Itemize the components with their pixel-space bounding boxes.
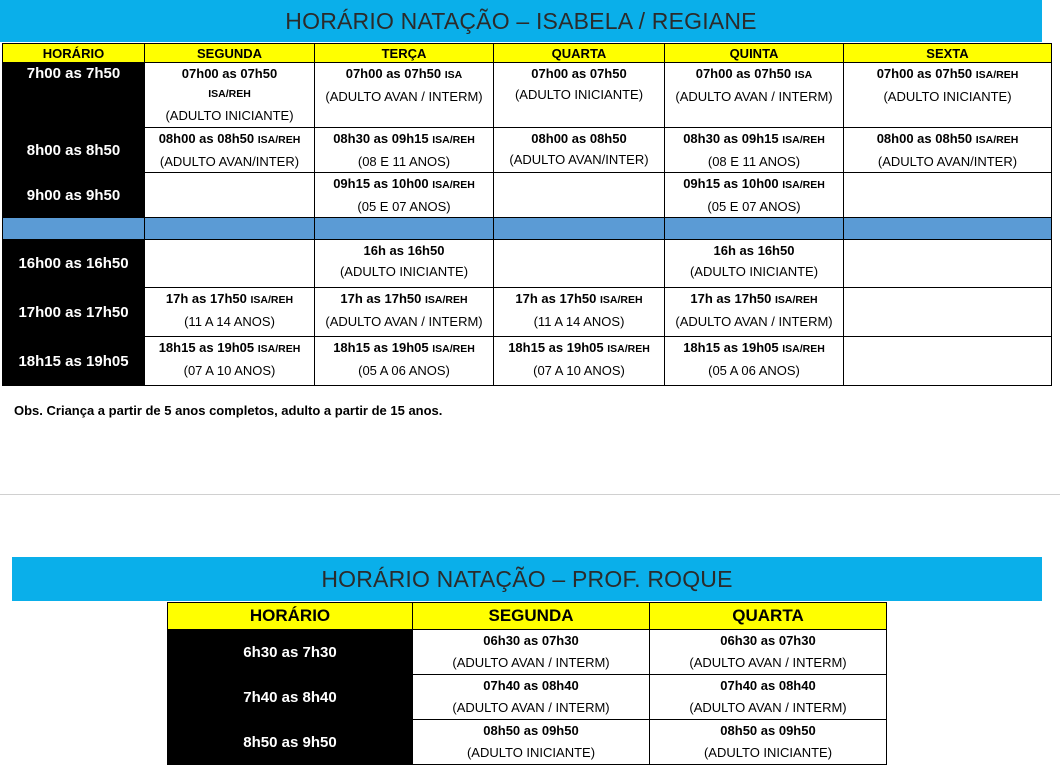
class-group: (ADULTO AVAN / INTERM): [689, 655, 847, 670]
class-instructor: ISA/REH: [432, 343, 475, 355]
class-cell-empty: [145, 173, 315, 218]
class-instructor: ISA/REH: [257, 134, 301, 146]
class-group: (ADULTO AVAN / INTERM): [452, 700, 610, 715]
class-group: (ADULTO AVAN / INTERM): [325, 89, 483, 104]
time-slot: 7h40 as 8h40: [168, 675, 413, 720]
class-instructor: ISA/REH: [208, 88, 251, 100]
table-row: [3, 240, 1052, 288]
class-instructor: ISA/REH: [782, 343, 825, 355]
class-cell: [494, 128, 665, 173]
header-segunda: SEGUNDA: [145, 44, 315, 63]
class-time: 17h as 17h50: [340, 291, 422, 306]
table-header-row: [3, 44, 1052, 63]
class-time: 07h00 as 07h50: [345, 66, 442, 81]
class-cell: [494, 288, 665, 337]
class-group: (ADULTO AVAN / INTERM): [325, 314, 483, 329]
class-time: 07h40 as 08h40: [720, 678, 816, 693]
class-cell: [413, 675, 650, 720]
class-instructor: ISA/REH: [257, 343, 301, 355]
class-instructor: ISA/REH: [432, 134, 475, 146]
time-slot: 9h00 as 9h50: [3, 173, 145, 218]
class-cell: [650, 720, 887, 765]
class-group: (ADULTO AVAN/INTER): [509, 152, 649, 167]
header-horario: HORÁRIO: [3, 44, 145, 63]
class-instructor: ISA/REH: [424, 294, 468, 306]
class-time: 08h50 as 09h50: [720, 723, 816, 738]
class-cell: [315, 288, 494, 337]
separator-cell: [494, 218, 665, 240]
header-quinta: QUINTA: [665, 44, 844, 63]
class-cell: [665, 337, 844, 386]
class-cell: [413, 630, 650, 675]
class-instructor: ISA: [794, 69, 813, 81]
class-cell: [665, 128, 844, 173]
class-time: 06h30 as 07h30: [483, 633, 579, 648]
time-slot: 16h00 as 16h50: [3, 240, 145, 288]
separator-cell: [844, 218, 1052, 240]
class-time: 06h30 as 07h30: [720, 633, 816, 648]
table-row: [3, 337, 1052, 386]
class-instructor: ISA/REH: [250, 294, 294, 306]
header-segunda: SEGUNDA: [413, 603, 650, 630]
class-cell-empty: [494, 240, 665, 288]
schedule-title-isabela-regiane: HORÁRIO NATAÇÃO – ISABELA / REGIANE: [0, 0, 1042, 42]
header-quarta: QUARTA: [494, 44, 665, 63]
class-cell: [665, 240, 844, 288]
class-cell: [844, 63, 1052, 128]
class-instructor: ISA: [444, 69, 463, 81]
class-time: 16h as 16h50: [713, 243, 795, 258]
class-time: 17h as 17h50: [515, 291, 597, 306]
time-slot: 7h00 as 7h50: [3, 63, 145, 128]
header-quarta: QUARTA: [650, 603, 887, 630]
class-cell: [315, 337, 494, 386]
separator-cell: [315, 218, 494, 240]
class-time: 07h00 as 07h50: [531, 66, 627, 81]
time-slot: 17h00 as 17h50: [3, 288, 145, 337]
class-cell: [665, 288, 844, 337]
class-time: 18h15 as 19h05: [333, 340, 429, 355]
time-slot: 8h50 as 9h50: [168, 720, 413, 765]
class-cell-empty: [844, 173, 1052, 218]
schedule-table-prof-roque: [167, 602, 887, 765]
header-terca: TERÇA: [315, 44, 494, 63]
class-time: 09h15 as 10h00: [683, 176, 779, 191]
class-group: (ADULTO AVAN/INTER): [159, 154, 300, 169]
class-instructor: ISA/REH: [599, 294, 643, 306]
period-separator-row: [3, 218, 1052, 240]
class-instructor: ISA/REH: [782, 179, 825, 191]
class-group: (ADULTO AVAN / INTERM): [452, 655, 610, 670]
class-time: 08h00 as 08h50: [876, 131, 973, 146]
class-group: (ADULTO INICIANTE): [689, 264, 819, 279]
class-time: 08h50 as 09h50: [483, 723, 579, 738]
table-row: [3, 288, 1052, 337]
page-divider: [0, 494, 1060, 495]
age-note: Obs. Criança a partir de 5 anos completos, adulto a partir de 15 anos.: [14, 403, 443, 418]
schedule-title-prof-roque: HORÁRIO NATAÇÃO – PROF. ROQUE: [12, 557, 1042, 601]
class-cell: [145, 128, 315, 173]
class-time: 08h00 as 08h50: [531, 131, 627, 146]
table-row: [3, 63, 1052, 128]
class-group: (ADULTO INICIANTE): [883, 89, 1012, 104]
class-group: (08 E 11 ANOS): [357, 154, 451, 169]
class-cell: [315, 63, 494, 128]
class-time: 09h15 as 10h00: [333, 176, 429, 191]
class-group: (05 E 07 ANOS): [707, 199, 801, 214]
class-group: (ADULTO AVAN / INTERM): [675, 89, 833, 104]
table-header-row: [168, 603, 887, 630]
class-time: 18h15 as 19h05: [683, 340, 779, 355]
class-cell: [665, 63, 844, 128]
class-group: (ADULTO INICIANTE): [703, 745, 833, 760]
time-slot: 18h15 as 19h05: [3, 337, 145, 386]
class-cell: [650, 630, 887, 675]
class-cell: [665, 173, 844, 218]
class-group: (07 A 10 ANOS): [183, 363, 276, 378]
class-time: 08h00 as 08h50: [158, 131, 255, 146]
class-instructor: ISA/REH: [432, 179, 475, 191]
time-slot: 8h00 as 8h50: [3, 128, 145, 173]
class-time: 08h30 as 09h15: [333, 131, 429, 146]
class-cell-empty: [844, 337, 1052, 386]
class-instructor: ISA/REH: [782, 134, 825, 146]
class-group: (08 E 11 ANOS): [707, 154, 801, 169]
class-group: (11 A 14 ANOS): [533, 314, 625, 329]
table-row: [168, 630, 887, 675]
class-cell: [145, 288, 315, 337]
class-group: (ADULTO INICIANTE): [466, 745, 596, 760]
class-cell-empty: [145, 240, 315, 288]
schedule-table-isabela-regiane: [2, 43, 1052, 386]
table-row: [168, 720, 887, 765]
separator-cell: [3, 218, 145, 240]
class-time: 18h15 as 19h05: [158, 340, 255, 355]
class-group: (ADULTO AVAN / INTERM): [689, 700, 847, 715]
class-instructor: ISA/REH: [774, 294, 818, 306]
class-group: (05 A 06 ANOS): [358, 363, 450, 378]
class-cell: [494, 337, 665, 386]
class-group: (ADULTO AVAN/INTER): [877, 154, 1018, 169]
class-instructor: ISA/REH: [975, 69, 1019, 81]
class-cell: [145, 337, 315, 386]
class-time: 16h as 16h50: [363, 243, 445, 258]
class-time: 17h as 17h50: [165, 291, 247, 306]
class-cell: [650, 675, 887, 720]
header-sexta: SEXTA: [844, 44, 1052, 63]
class-group: (ADULTO INICIANTE): [339, 264, 469, 279]
class-group: (ADULTO AVAN / INTERM): [675, 314, 833, 329]
class-group: (ADULTO INICIANTE): [165, 108, 294, 123]
class-time: 18h15 as 19h05: [508, 340, 604, 355]
class-group: (05 A 06 ANOS): [708, 363, 800, 378]
class-cell: [145, 63, 315, 128]
class-cell: [315, 173, 494, 218]
class-cell-empty: [844, 240, 1052, 288]
class-instructor: ISA/REH: [975, 134, 1019, 146]
class-time: 07h40 as 08h40: [483, 678, 579, 693]
class-time: 07h00 as 07h50: [695, 66, 792, 81]
class-cell-empty: [844, 288, 1052, 337]
class-cell: [844, 128, 1052, 173]
class-time: 08h30 as 09h15: [683, 131, 779, 146]
class-group: (07 A 10 ANOS): [533, 363, 625, 378]
class-time: 07h00 as 07h50: [876, 66, 973, 81]
class-cell: [315, 240, 494, 288]
separator-cell: [145, 218, 315, 240]
class-instructor: ISA/REH: [607, 343, 650, 355]
class-group: (ADULTO INICIANTE): [514, 87, 644, 102]
class-cell: [494, 63, 665, 128]
class-cell: [315, 128, 494, 173]
table-row: [168, 675, 887, 720]
class-group: (11 A 14 ANOS): [184, 314, 275, 329]
separator-cell: [665, 218, 844, 240]
header-horario: HORÁRIO: [168, 603, 413, 630]
class-time: 17h as 17h50: [690, 291, 772, 306]
class-cell-empty: [494, 173, 665, 218]
time-slot: 6h30 as 7h30: [168, 630, 413, 675]
class-time: 07h00 as 07h50: [181, 66, 278, 81]
class-group: (05 E 07 ANOS): [357, 199, 451, 214]
table-row: [3, 173, 1052, 218]
table-row: [3, 128, 1052, 173]
class-cell: [413, 720, 650, 765]
